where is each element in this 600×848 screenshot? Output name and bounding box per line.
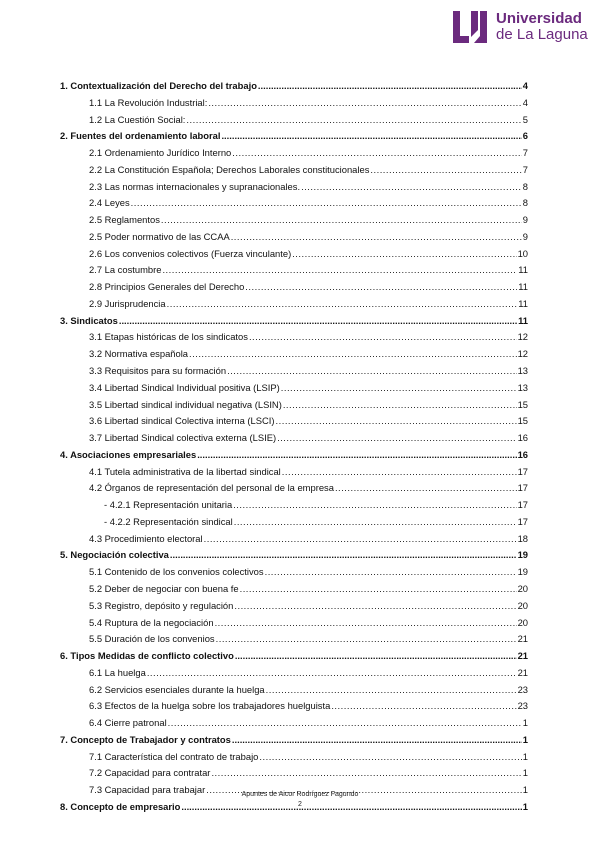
toc-entry-label[interactable]: 1. Contextualización del Derecho del trabajo bbox=[60, 80, 257, 91]
toc-entry-label[interactable]: 6.3 Efectos de la huelga sobre los trabajadores huelguista bbox=[89, 700, 331, 712]
toc-dot-leader bbox=[331, 698, 516, 715]
toc-entry-label[interactable]: 4. Asociaciones empresariales bbox=[60, 448, 197, 460]
toc-entry-label[interactable]: 2.2 La Constitución Española; Derechos Laborales constitucionales bbox=[89, 163, 370, 175]
toc-entry-page[interactable]: 17 bbox=[517, 465, 528, 477]
toc-entry[interactable] bbox=[60, 112, 528, 129]
toc-entry[interactable] bbox=[60, 682, 528, 699]
toc-entry-page[interactable]: 23 bbox=[517, 683, 528, 695]
toc-entry-label[interactable]: 6.2 Servicios esenciales durante la huelga bbox=[89, 683, 265, 695]
toc-entry-page[interactable]: 20 bbox=[517, 599, 528, 611]
toc-dot-leader bbox=[186, 112, 521, 129]
toc-entry-page[interactable]: 1 bbox=[522, 784, 528, 796]
toc-dot-leader bbox=[276, 413, 517, 430]
footer-author: Apuntes de Aicor Rodríguez Fagundo bbox=[241, 791, 359, 798]
toc-entry-page[interactable]: 17 bbox=[517, 499, 528, 511]
toc-entry[interactable] bbox=[60, 95, 528, 112]
toc-entry-page[interactable]: 18 bbox=[517, 532, 528, 544]
toc-entry-page[interactable]: 6 bbox=[522, 130, 528, 142]
toc-entry-label[interactable]: 2.9 Jurisprudencia bbox=[89, 297, 166, 309]
toc-entry[interactable] bbox=[60, 212, 528, 229]
toc-dot-leader bbox=[204, 531, 517, 548]
toc-entry[interactable] bbox=[60, 480, 528, 497]
toc-entry[interactable] bbox=[60, 162, 528, 179]
toc-entry-label[interactable]: 3.2 Normativa española bbox=[89, 348, 189, 360]
toc-entry-label[interactable]: 2.6 Los convenios colectivos (Fuerza vinculante) bbox=[89, 247, 292, 259]
toc-dot-leader bbox=[234, 514, 517, 531]
toc-entry-page[interactable]: 12 bbox=[517, 348, 528, 360]
toc-dot-leader bbox=[249, 329, 517, 346]
toc-dot-leader bbox=[292, 246, 516, 263]
toc-entry-label[interactable]: 3.1 Etapas históricas de los sindicatos bbox=[89, 331, 248, 343]
toc-entry-page[interactable]: 1 bbox=[522, 750, 528, 762]
toc-entry[interactable] bbox=[60, 648, 528, 665]
university-name-line1: Universidad bbox=[496, 10, 582, 28]
toc-entry[interactable] bbox=[60, 397, 528, 414]
toc-dot-leader bbox=[215, 615, 517, 632]
toc-entry[interactable] bbox=[60, 179, 528, 196]
toc-entry-label[interactable]: 2.3 Las normas internacionales y supranacionales. bbox=[89, 180, 301, 192]
toc-entry[interactable] bbox=[60, 665, 528, 682]
toc-entry-page[interactable]: 1 bbox=[522, 767, 528, 779]
toc-entry[interactable] bbox=[60, 581, 528, 598]
toc-entry-page[interactable]: 20 bbox=[517, 582, 528, 594]
toc-entry-page[interactable]: 21 bbox=[517, 633, 528, 645]
toc-entry[interactable] bbox=[60, 313, 528, 330]
toc-entry-label[interactable]: 5.1 Contenido de los convenios colectivos bbox=[89, 566, 264, 578]
toc-entry[interactable] bbox=[60, 229, 528, 246]
toc-dot-leader bbox=[119, 313, 517, 330]
toc-dot-leader bbox=[259, 749, 521, 766]
toc-entry[interactable] bbox=[60, 715, 528, 732]
toc-entry-page[interactable]: 11 bbox=[518, 281, 528, 293]
toc-dot-leader bbox=[211, 765, 521, 782]
page-footer bbox=[0, 790, 600, 810]
toc-entry[interactable] bbox=[60, 128, 528, 145]
toc-entry-page[interactable]: 15 bbox=[517, 415, 528, 427]
toc-entry-label[interactable]: 2.5 Reglamentos bbox=[89, 214, 160, 226]
toc-entry-page[interactable]: 21 bbox=[517, 650, 528, 662]
toc-entry[interactable] bbox=[60, 195, 528, 212]
toc-entry-page[interactable]: 13 bbox=[517, 381, 528, 393]
toc-dot-leader bbox=[147, 665, 517, 682]
toc-dot-leader bbox=[208, 95, 521, 112]
toc-entry[interactable] bbox=[60, 464, 528, 481]
toc-dot-leader bbox=[233, 497, 516, 514]
toc-entry-label[interactable]: 5.5 Duración de los convenios bbox=[89, 633, 215, 645]
toc-entry-label[interactable]: 7.2 Capacidad para contratar bbox=[89, 767, 211, 779]
toc-entry[interactable] bbox=[60, 262, 528, 279]
university-logo bbox=[452, 10, 588, 44]
toc-dot-leader bbox=[265, 564, 517, 581]
toc-entry-page[interactable]: 16 bbox=[517, 448, 528, 460]
toc-entry-label[interactable]: 6.4 Cierre patronal bbox=[89, 717, 167, 729]
toc-entry[interactable] bbox=[60, 765, 528, 782]
toc-dot-leader bbox=[370, 162, 521, 179]
toc-entry[interactable] bbox=[60, 279, 528, 296]
toc-entry-label[interactable]: 3.4 Libertad Sindical Individual positiva (LSIP) bbox=[89, 381, 280, 393]
toc-entry[interactable] bbox=[60, 296, 528, 313]
toc-entry[interactable] bbox=[60, 732, 528, 749]
table-of-contents bbox=[60, 78, 528, 816]
university-name-line2: de La Laguna bbox=[496, 26, 588, 43]
toc-entry-page[interactable]: 19 bbox=[517, 549, 528, 561]
toc-entry[interactable] bbox=[60, 564, 528, 581]
toc-dot-leader bbox=[240, 581, 517, 598]
toc-entry[interactable] bbox=[60, 749, 528, 766]
toc-entry-page[interactable]: 12 bbox=[517, 331, 528, 343]
toc-entry[interactable] bbox=[60, 631, 528, 648]
toc-entry-label[interactable]: 2.4 Leyes bbox=[89, 197, 130, 209]
toc-entry[interactable] bbox=[60, 514, 528, 531]
toc-dot-leader bbox=[283, 397, 517, 414]
toc-entry[interactable] bbox=[60, 78, 528, 95]
toc-dot-leader bbox=[227, 363, 517, 380]
toc-dot-leader bbox=[189, 346, 517, 363]
toc-entry[interactable] bbox=[60, 698, 528, 715]
toc-entry[interactable] bbox=[60, 246, 528, 263]
toc-entry-label[interactable]: 3.5 Libertad sindical individual negativa (LSIN) bbox=[89, 398, 282, 410]
toc-entry-label[interactable]: 1.2 La Cuestión Social: bbox=[89, 113, 186, 125]
toc-dot-leader bbox=[197, 447, 516, 464]
toc-entry-label[interactable]: 3.6 Libertad sindical Colectiva interna (LSCI) bbox=[89, 415, 275, 427]
toc-entry-label[interactable]: 2. Fuentes del ordenamiento laboral bbox=[60, 130, 221, 142]
toc-entry-page[interactable]: 11 bbox=[518, 264, 528, 276]
toc-dot-leader bbox=[266, 682, 517, 699]
toc-entry-page[interactable]: 7 bbox=[522, 163, 528, 175]
toc-entry-page[interactable]: 7 bbox=[522, 147, 528, 159]
footer-page-number: 2 bbox=[298, 801, 302, 808]
toc-entry[interactable] bbox=[60, 380, 528, 397]
toc-entry[interactable] bbox=[60, 346, 528, 363]
toc-entry-label[interactable]: 4.2 Órganos de representación del personal de la empresa bbox=[89, 482, 334, 494]
toc-entry-page[interactable]: 11 bbox=[518, 297, 528, 309]
toc-entry-label[interactable]: - 4.2.1 Representación unitaria bbox=[104, 499, 233, 511]
toc-entry-page[interactable]: 1 bbox=[522, 800, 528, 812]
toc-entry-label[interactable]: 2.8 Principios Generales del Derecho bbox=[89, 281, 245, 293]
toc-dot-leader bbox=[221, 128, 521, 145]
toc-dot-leader bbox=[170, 547, 517, 564]
toc-entry[interactable] bbox=[60, 145, 528, 162]
toc-entry-page[interactable]: 19 bbox=[517, 566, 528, 578]
toc-entry-page[interactable]: 16 bbox=[517, 432, 528, 444]
toc-entry-label[interactable]: 2.7 La costumbre bbox=[89, 264, 162, 276]
toc-entry-page[interactable]: 13 bbox=[517, 365, 528, 377]
toc-entry-label[interactable]: 3.3 Requisitos para su formación bbox=[89, 365, 227, 377]
toc-entry-page[interactable]: 8 bbox=[522, 197, 528, 209]
toc-entry-label[interactable]: 4.3 Procedimiento electoral bbox=[89, 532, 203, 544]
toc-entry-label[interactable]: 4.1 Tutela administrativa de la libertad sindical bbox=[89, 465, 281, 477]
toc-entry[interactable] bbox=[60, 497, 528, 514]
toc-dot-leader bbox=[282, 464, 517, 481]
toc-entry-label[interactable]: 5.4 Ruptura de la negociación bbox=[89, 616, 214, 628]
toc-entry[interactable] bbox=[60, 598, 528, 615]
toc-entry-page[interactable]: 4 bbox=[522, 80, 528, 91]
toc-dot-leader bbox=[216, 631, 517, 648]
toc-entry[interactable] bbox=[60, 363, 528, 380]
toc-entry-page[interactable]: 23 bbox=[517, 700, 528, 712]
toc-entry-label[interactable]: 2.1 Ordenamiento Jurídico Interno bbox=[89, 147, 232, 159]
toc-entry-label[interactable]: 7.1 Característica del contrato de trabajo bbox=[89, 750, 259, 762]
toc-entry-label[interactable]: 5.2 Deber de negociar con buena fe bbox=[89, 582, 239, 594]
toc-dot-leader bbox=[167, 296, 518, 313]
toc-dot-leader bbox=[235, 648, 517, 665]
toc-entry[interactable] bbox=[60, 615, 528, 632]
toc-dot-leader bbox=[162, 262, 517, 279]
toc-entry-label[interactable]: 3.7 Libertad Sindical colectiva externa (LSIE) bbox=[89, 432, 277, 444]
toc-entry-label[interactable]: 8. Concepto de empresario bbox=[60, 800, 181, 812]
toc-dot-leader bbox=[231, 229, 522, 246]
toc-dot-leader bbox=[245, 279, 517, 296]
toc-entry-page[interactable]: 9 bbox=[522, 230, 528, 242]
toc-entry-page[interactable]: 4 bbox=[522, 96, 528, 108]
toc-entry-label[interactable]: 5. Negociación colectiva bbox=[60, 549, 169, 561]
toc-entry-label[interactable]: 3. Sindicatos bbox=[60, 314, 118, 326]
ull-logo-icon bbox=[452, 10, 488, 44]
toc-entry[interactable] bbox=[60, 547, 528, 564]
toc-entry-page[interactable]: 10 bbox=[517, 247, 528, 259]
toc-entry-page[interactable]: 1 bbox=[522, 733, 528, 745]
toc-dot-leader bbox=[335, 480, 517, 497]
toc-entry-label[interactable]: 1.1 La Revolución Industrial: bbox=[89, 96, 208, 108]
toc-entry[interactable] bbox=[60, 329, 528, 346]
toc-entry-page[interactable]: 8 bbox=[522, 180, 528, 192]
toc-entry-page[interactable]: 11 bbox=[518, 314, 528, 326]
toc-entry-page[interactable]: 17 bbox=[517, 515, 528, 527]
toc-entry-page[interactable]: 21 bbox=[517, 666, 528, 678]
toc-dot-leader bbox=[161, 212, 522, 229]
toc-entry-label[interactable]: 2.5 Poder normativo de las CCAA bbox=[89, 230, 230, 242]
toc-entry-label[interactable]: 7. Concepto de Trabajador y contratos bbox=[60, 733, 231, 745]
toc-dot-leader bbox=[232, 732, 522, 749]
toc-dot-leader bbox=[234, 598, 516, 615]
toc-dot-leader bbox=[168, 715, 522, 732]
toc-entry-page[interactable]: 5 bbox=[522, 113, 528, 125]
toc-entry[interactable] bbox=[60, 413, 528, 430]
toc-entry-page[interactable]: 17 bbox=[517, 482, 528, 494]
toc-entry-page[interactable]: 1 bbox=[522, 717, 528, 729]
toc-entry-label[interactable]: 6. Tipos Medidas de conflicto colectivo bbox=[60, 650, 234, 662]
toc-entry[interactable] bbox=[60, 531, 528, 548]
toc-dot-leader bbox=[281, 380, 517, 397]
toc-dot-leader bbox=[258, 78, 522, 95]
toc-dot-leader bbox=[277, 430, 516, 447]
toc-entry[interactable] bbox=[60, 447, 528, 464]
toc-dot-leader bbox=[301, 179, 522, 196]
toc-entry-label[interactable]: 7.3 Capacidad para trabajar bbox=[89, 784, 206, 796]
toc-entry-page[interactable]: 15 bbox=[517, 398, 528, 410]
toc-dot-leader bbox=[131, 195, 522, 212]
toc-entry-label[interactable]: - 4.2.2 Representación sindical bbox=[104, 515, 233, 527]
toc-entry[interactable] bbox=[60, 430, 528, 447]
toc-dot-leader bbox=[232, 145, 522, 162]
toc-entry-label[interactable]: 5.3 Registro, depósito y regulación bbox=[89, 599, 234, 611]
toc-entry-page[interactable]: 20 bbox=[517, 616, 528, 628]
university-name bbox=[496, 11, 588, 43]
toc-entry-page[interactable]: 9 bbox=[522, 214, 528, 226]
toc-entry-label[interactable]: 6.1 La huelga bbox=[89, 666, 146, 678]
